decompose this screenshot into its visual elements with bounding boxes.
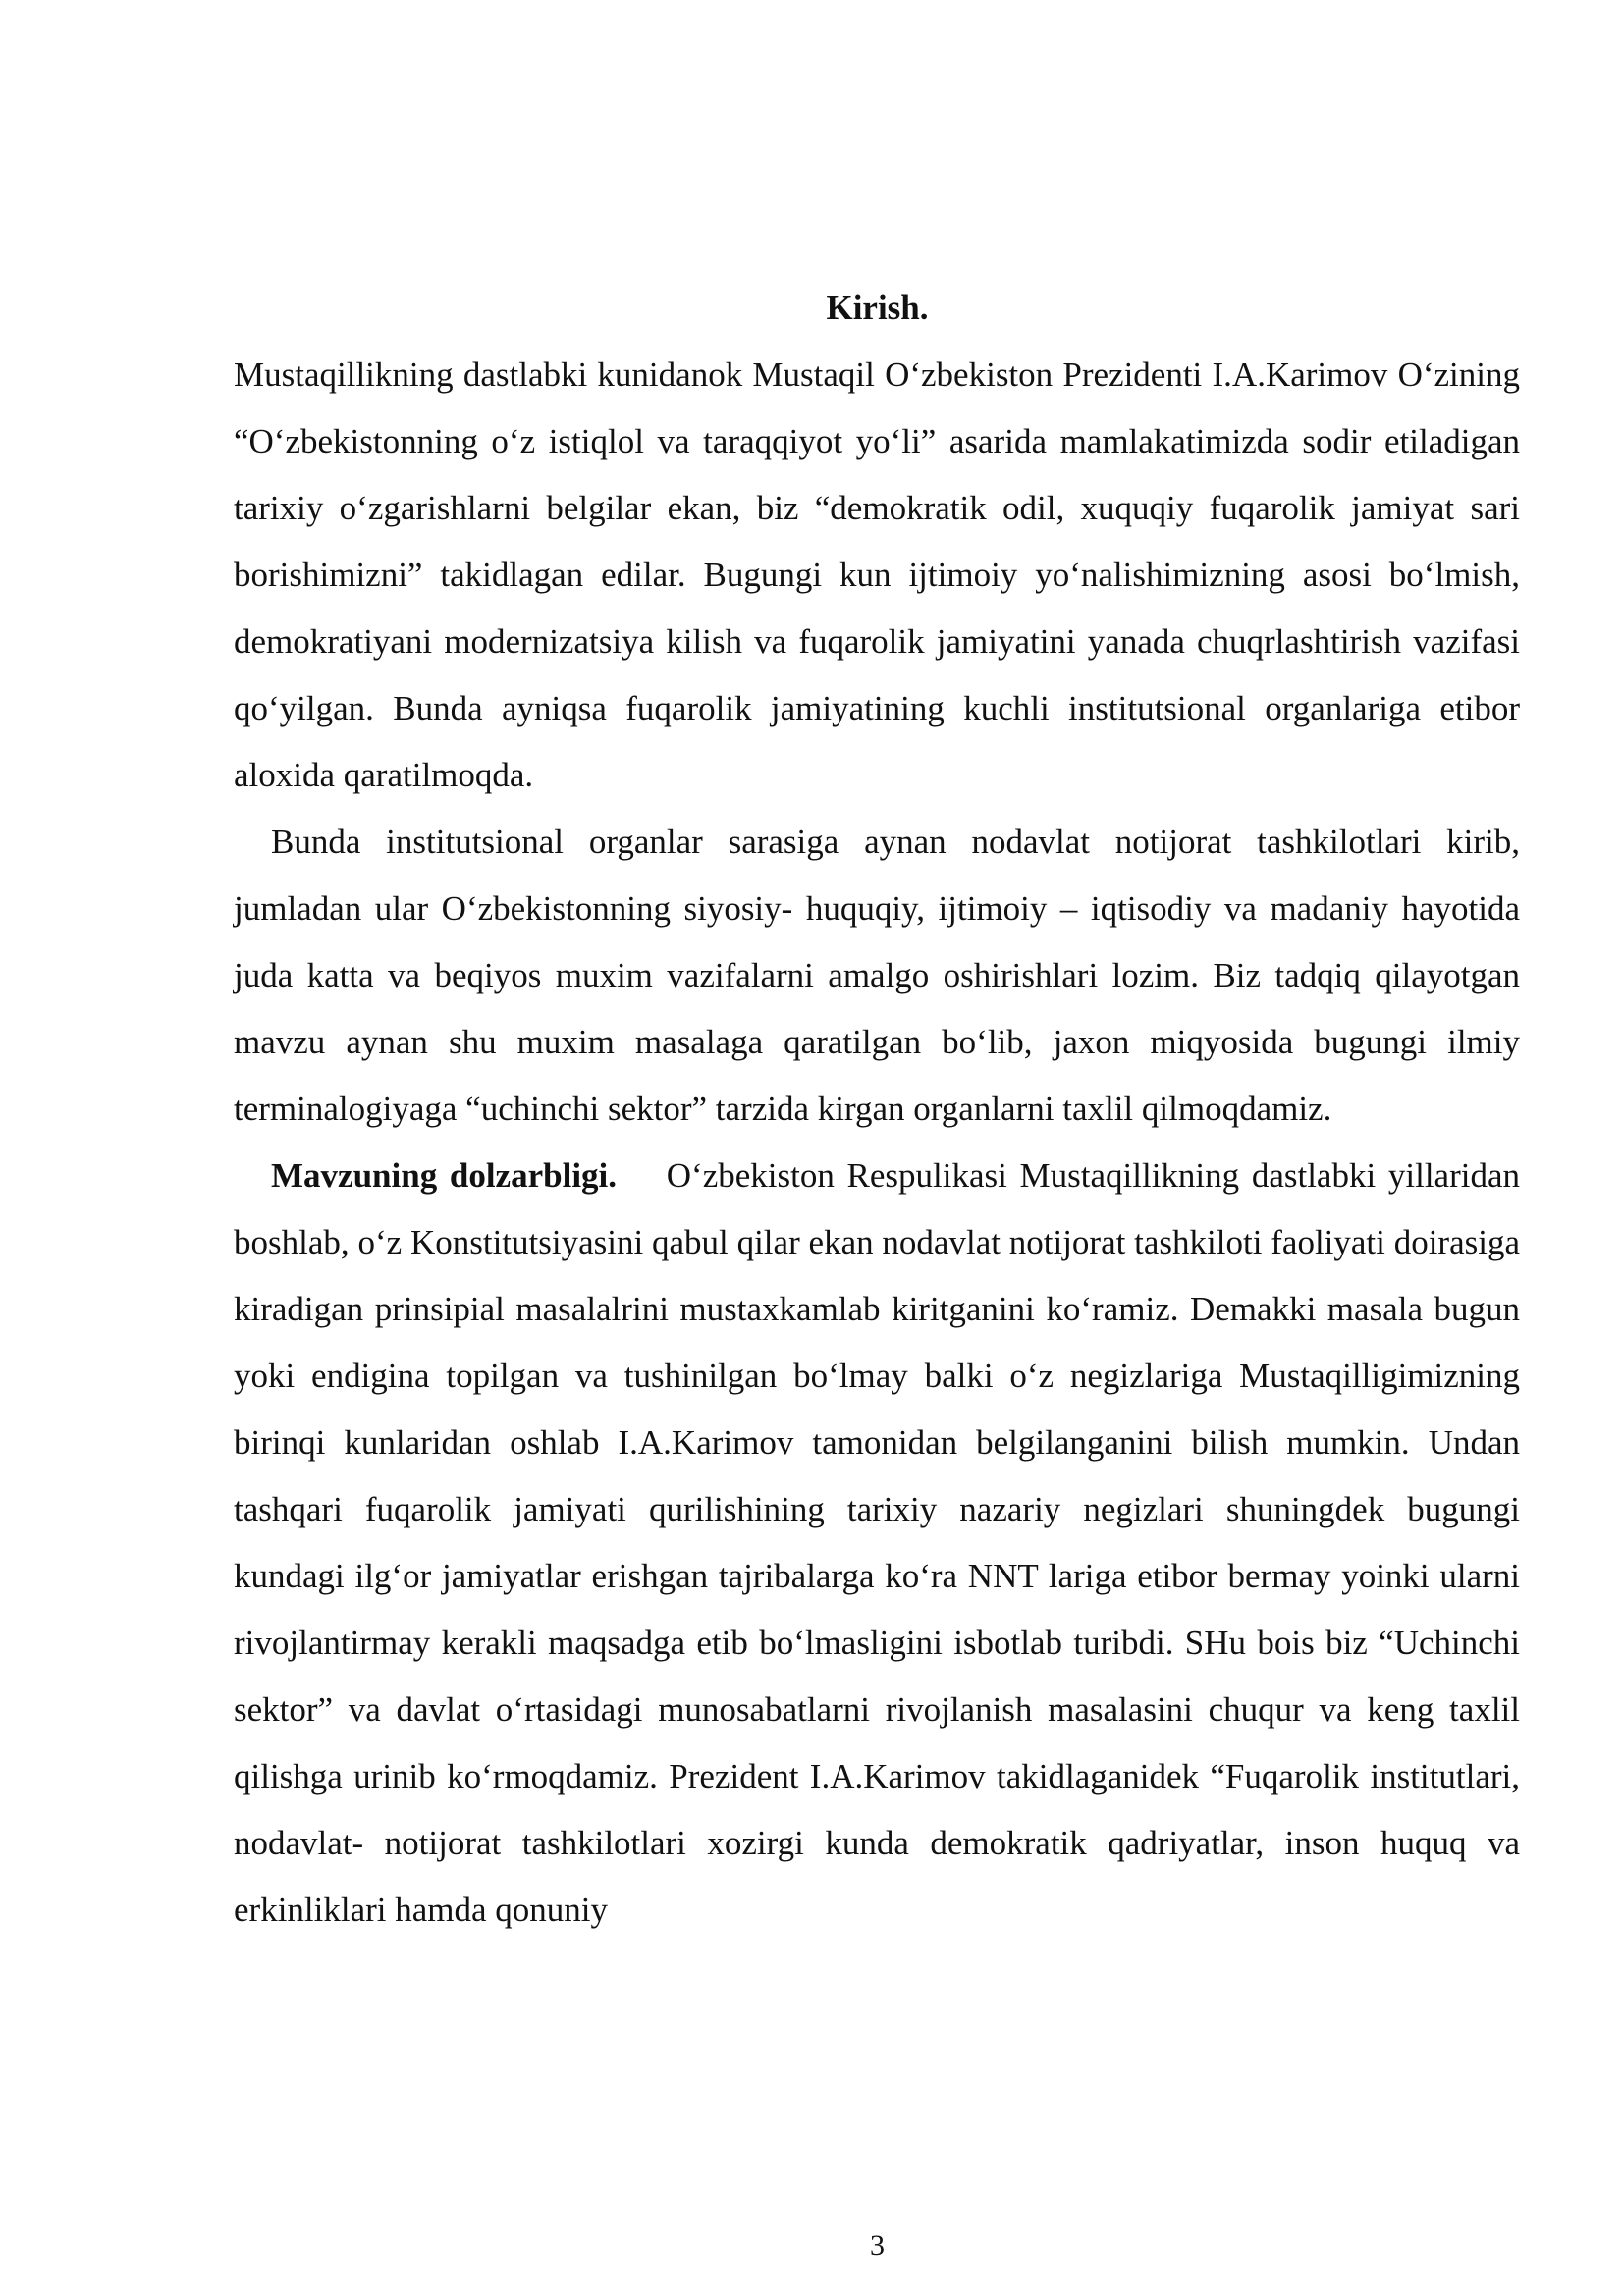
paragraph-institutional: Bunda institutsional organlar sarasiga aynan nodavlat notijorat tashkilotlari kirib, jumladan ular O‘zbekistonning siyosiy- huquqiy, ijtimoiy – iqtisodiy va madaniy hayotida juda katta va beqiyos muxim vazifalarni amalgo oshirishlari lozim. Biz tadqiq qilayotgan mavzu aynan shu muxim masalaga qaratilgan bo‘lib, jaxon miqyosida bugungi ilmiy terminalogiyaga “uchinchi sektor” tarzida kirgan organlarni taxlil qilmoqdamiz.: [234, 823, 1520, 1128]
page-number: 3: [870, 2229, 885, 2262]
relevance-heading: Mavzuning dolzarbligi.: [271, 1156, 618, 1195]
body-text: [234, 342, 1520, 1944]
relevance-text: O‘zbekiston Respulikasi Mustaqillikning dastlabki yillaridan boshlab, o‘z Konstitutsiyasini qabul qilar ekan nodavlat notijorat tashkiloti faoliyati doirasiga kiradigan prinsipial masalalrini mustaxkamlab kiritganini ko‘ramiz. Demakki masala bugun yoki endigina topilgan va tushinilgan bo‘lmay balki o‘z negizlariga Mustaqilligimizning birinqi kunlaridan oshlab I.A.Karimov tamonidan belgilanganini bilish mumkin. Undan tashqari fuqarolik jamiyati qurilishining tarixiy nazariy negizlari shuningdek bugungi kundagi ilg‘or jamiyatlar erishgan tajribalarga ko‘ra NNT lariga etibor bermay yoinki ularni rivojlantirmay kerakli maqsadga etib bo‘lmasligini isbotlab turibdi. SHu bois biz “Uchinchi sektor” va davlat o‘rtasidagi munosabatlarni rivojlanish masalasini chuqur va keng taxlil qilishga urinib ko‘rmoqdamiz. Prezident I.A.Karimov takidlaganidek “Fuqarolik institutlari, nodavlat- notijorat tashkilotlari xozirgi kunda demokratik qadriyatlar, inson huquq va erkinliklari hamda qonuniy: [234, 1156, 1520, 1929]
paragraph-relevance: [234, 1143, 1520, 1944]
paragraph-intro: Mustaqillikning dastlabki kunidanok Mustaqil O‘zbekiston Prezidenti I.A.Karimov O‘zining “O‘zbekistonning o‘z istiqlol va taraqqiyot yo‘li” asarida mamlakatimizda sodir etiladigan tarixiy o‘zgarishlarni belgilar ekan, biz “demokratik odil, xuquqiy fuqarolik jamiyat sari borishimizni” takidlagan edilar. Bugungi kun ijtimoiy yo‘nalishimizning asosi bo‘lmish, demokratiyani modernizatsiya kilish va fuqarolik jamiyatini yanada chuqrlashtirish vazifasi qo‘yilgan. Bunda ayniqsa fuqarolik jamiyatining kuchli institutsional organlariga etibor aloxida qaratilmoqda.: [234, 355, 1520, 794]
section-title: Kirish.: [826, 289, 929, 327]
